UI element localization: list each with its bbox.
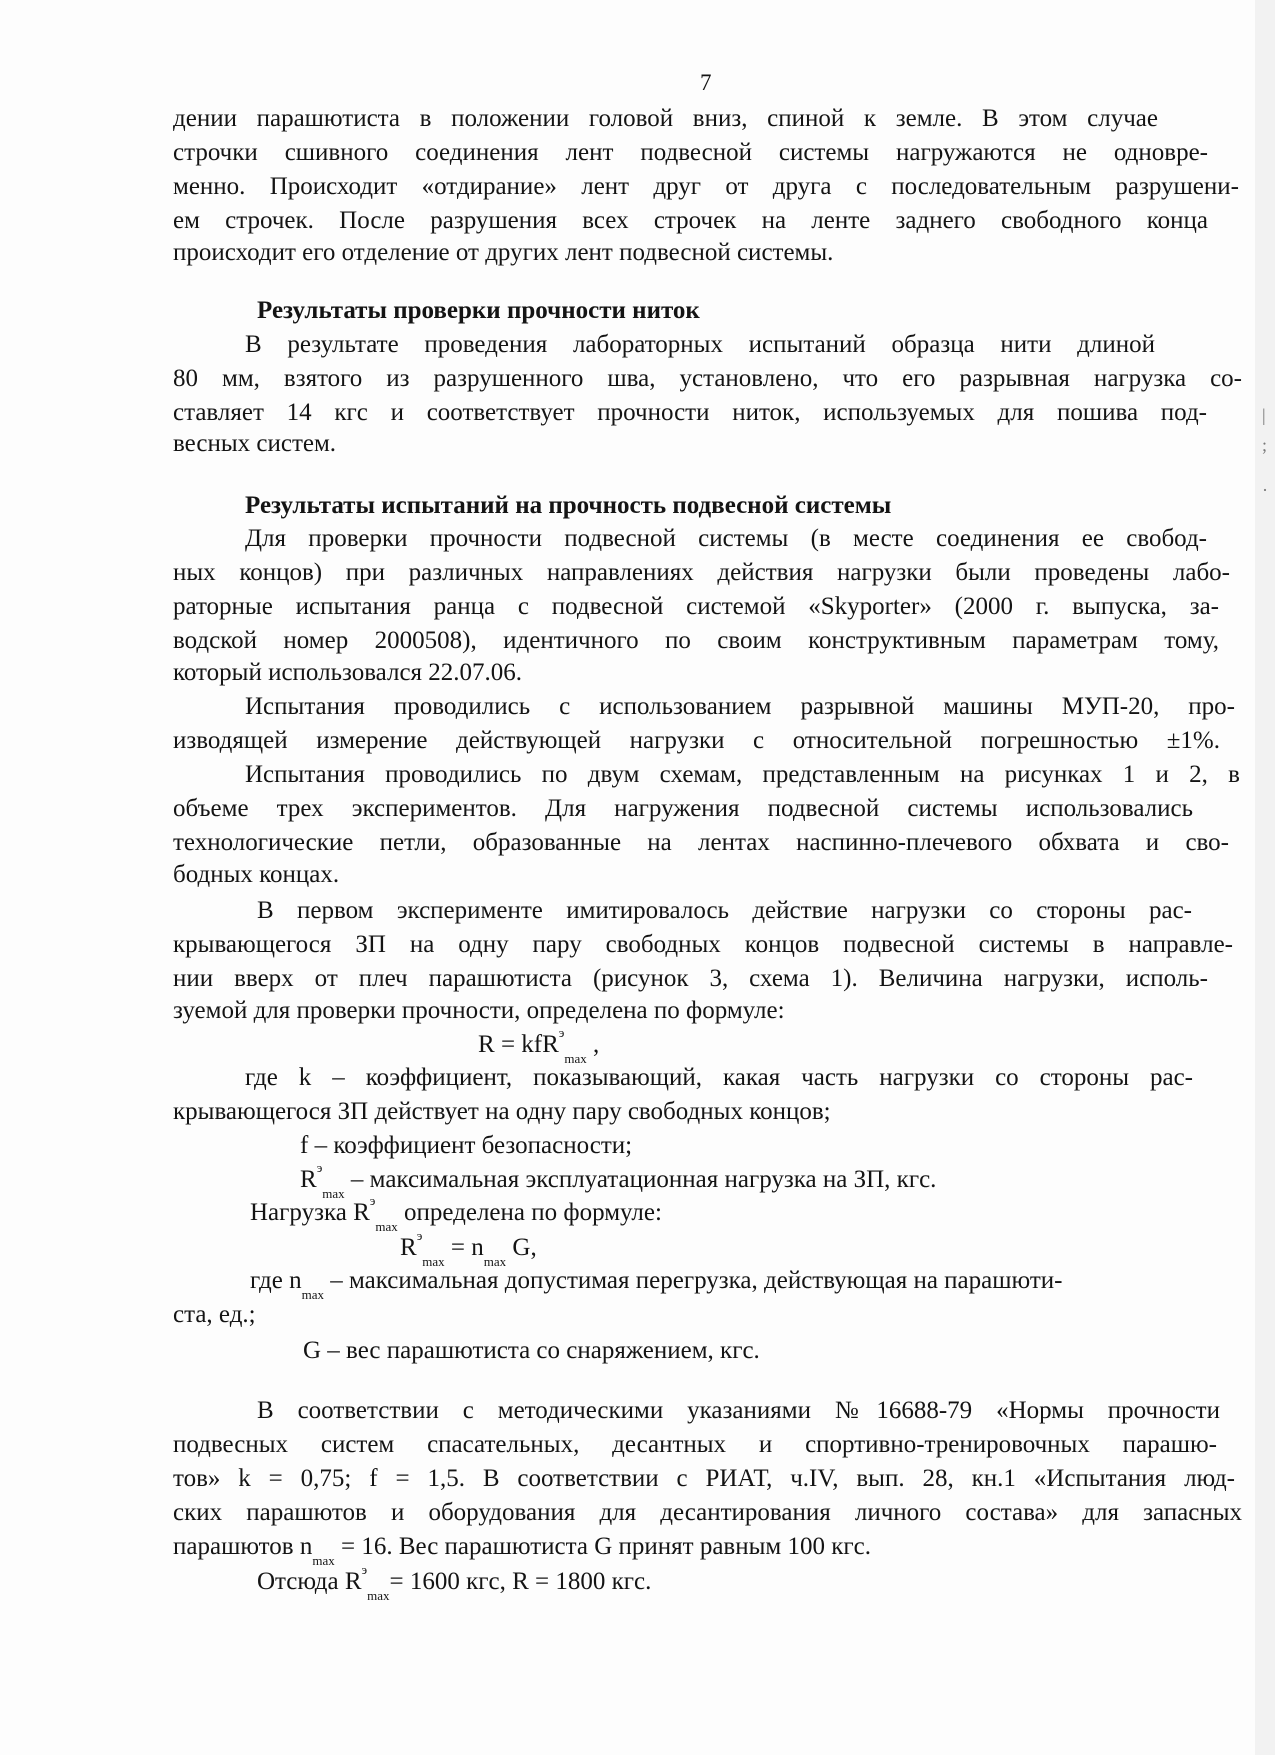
text-segment: Отсюда: [257, 1568, 339, 1595]
text-line: весных систем.: [173, 430, 337, 457]
formula-superscript: э: [316, 1159, 323, 1175]
text-line: подвесных систем спасательных, десантных и спортивно-тренировочных парашю-: [173, 1431, 1217, 1458]
text-line: нии вверх от плеч парашютиста (рисунок 3, схема 1). Величина нагрузки, исполь-: [173, 965, 1208, 992]
text-line: технологические петли, образованные на лентах наспинно-плечевого обхвата и сво-: [173, 829, 1229, 856]
formula-symbol: R: [478, 1031, 495, 1058]
text-line: В соответствии с методическими указаниями №16688-79 «Нормы прочности: [257, 1397, 1220, 1424]
formula-superscript: э: [361, 1561, 368, 1577]
text-line: ста, ед.;: [173, 1301, 256, 1328]
text-line: где k – коэффициент, показывающий, какая часть нагрузки со стороны рас-: [245, 1064, 1193, 1091]
text-segment: – максимальная допустимая перегрузка, действующая на парашюти-: [330, 1267, 1063, 1294]
text-segment: = 1600 кгс, R = 1800 кгс.: [389, 1568, 652, 1595]
formula-subscript: max: [301, 1287, 324, 1302]
text-segment: = 16. Вес парашютиста G принят равным 100 кгс.: [340, 1533, 871, 1560]
formula-rmax: [400, 1227, 537, 1269]
text-line: G – вес парашютиста со снаряжением, кгс.: [303, 1337, 760, 1364]
formula-subscript: max: [312, 1553, 335, 1568]
text-line: крывающегося ЗП действует на одну пару свободных концов;: [173, 1098, 831, 1125]
formula-symbol: R: [353, 1199, 370, 1226]
formula-text: ,: [586, 1031, 600, 1058]
margin-mark: |: [1262, 405, 1266, 425]
text-line: менно. Происходит «отдирание» лент друг от друга с последовательным разрушени-: [173, 173, 1239, 200]
text-line: Для проверки прочности подвесной системы (в месте соединения ее свобод-: [245, 525, 1207, 552]
section-heading: Результаты испытаний на прочность подвесной системы: [245, 492, 892, 519]
text-line: f – коэффициент безопасности;: [300, 1132, 633, 1159]
text-segment: Нагрузка: [250, 1199, 347, 1226]
formula-subscript: max: [367, 1588, 390, 1603]
formula-subscript: max: [322, 1186, 345, 1201]
formula-superscript: э: [558, 1024, 565, 1040]
scan-edge: [1255, 0, 1275, 1755]
text-line: строчки сшивного соединения лент подвесной системы нагружаются не одновре-: [173, 139, 1208, 166]
text-line: [250, 1267, 1063, 1302]
formula-text: G,: [506, 1234, 537, 1261]
text-segment: парашютов n: [173, 1533, 313, 1560]
formula-symbol: R: [344, 1568, 362, 1595]
text-line: изводящей измерение действующей нагрузки с относительной погрешностью ±1%.: [173, 727, 1220, 754]
formula-subscript: max: [483, 1254, 507, 1269]
text-line: ных концов) при различных направлениях действия нагрузки были проведены лабо-: [173, 559, 1230, 586]
text-line: объеме трех экспериментов. Для нагружения подвесной системы использовались: [173, 795, 1193, 822]
fax-header: [140, 0, 1260, 10]
formula-subscript: max: [375, 1219, 398, 1234]
formula-superscript: э: [369, 1192, 376, 1208]
text-line: дении парашютиста в положении головой вниз, спиной к земле. В этом случае: [173, 105, 1158, 132]
text-line: происходит его отделение от других лент подвесной системы.: [173, 239, 834, 266]
definition-text: – максимальная эксплуатационная нагрузка на ЗП, кгс.: [350, 1166, 937, 1193]
text-line: раторные испытания ранца с подвесной системой «Skyporter» (2000 г. выпуска, за-: [173, 593, 1219, 620]
formula-r: [478, 1024, 600, 1066]
text-line: ставляет 14 кгс и соответствует прочности ниток, используемых для пошива под-: [173, 399, 1207, 426]
formula-superscript: э: [416, 1227, 423, 1243]
text-segment: определена по формуле:: [404, 1199, 662, 1226]
text-line: бодных концах.: [173, 861, 340, 888]
text-line: [250, 1192, 662, 1234]
margin-mark: ;: [1262, 435, 1268, 455]
text-line: [173, 1533, 871, 1568]
formula-text: = n: [444, 1234, 484, 1261]
result-line: [257, 1561, 652, 1603]
section-heading: Результаты проверки прочности ниток: [257, 297, 700, 324]
text-line: водской номер 2000508), идентичного по своим конструктивным параметрам тому,: [173, 627, 1219, 654]
definition-line: [300, 1159, 937, 1201]
formula-symbol: R: [400, 1234, 417, 1261]
formula-symbol: R: [300, 1166, 317, 1193]
formula-text: = kfR: [494, 1031, 559, 1058]
formula-subscript: max: [422, 1254, 445, 1269]
page-number: 7: [700, 70, 712, 95]
text-line: 80 мм, взятого из разрушенного шва, установлено, что его разрывная нагрузка со-: [173, 365, 1242, 392]
text-line: Испытания проводились по двум схемам, представленным на рисунках 1 и 2, в: [245, 761, 1240, 788]
text-line: Испытания проводились с использованием разрывной машины МУП-20, про-: [245, 693, 1235, 720]
text-line: ских парашютов и оборудования для десантирования личного состава» для запасных: [173, 1499, 1242, 1526]
text-line: ем строчек. После разрушения всех строчек на ленте заднего свободного конца: [173, 207, 1208, 234]
text-line: который использовался 22.07.06.: [173, 659, 523, 686]
text-segment: где n: [250, 1267, 302, 1294]
formula-subscript: max: [564, 1051, 587, 1066]
margin-mark: ·: [1262, 480, 1268, 500]
text-line: В результате проведения лабораторных испытаний образца нити длиной: [245, 331, 1155, 358]
text-line: тов» k = 0,75; f = 1,5. В соответствии с РИАТ, ч.IV, вып. 28, кн.1 «Испытания люд-: [173, 1465, 1235, 1492]
text-line: зуемой для проверки прочности, определена по формуле:: [173, 997, 785, 1024]
text-line: В первом эксперименте имитировалось действие нагрузки со стороны рас-: [257, 897, 1192, 924]
text-line: крывающегося ЗП на одну пару свободных концов подвесной системы в направле-: [173, 931, 1233, 958]
